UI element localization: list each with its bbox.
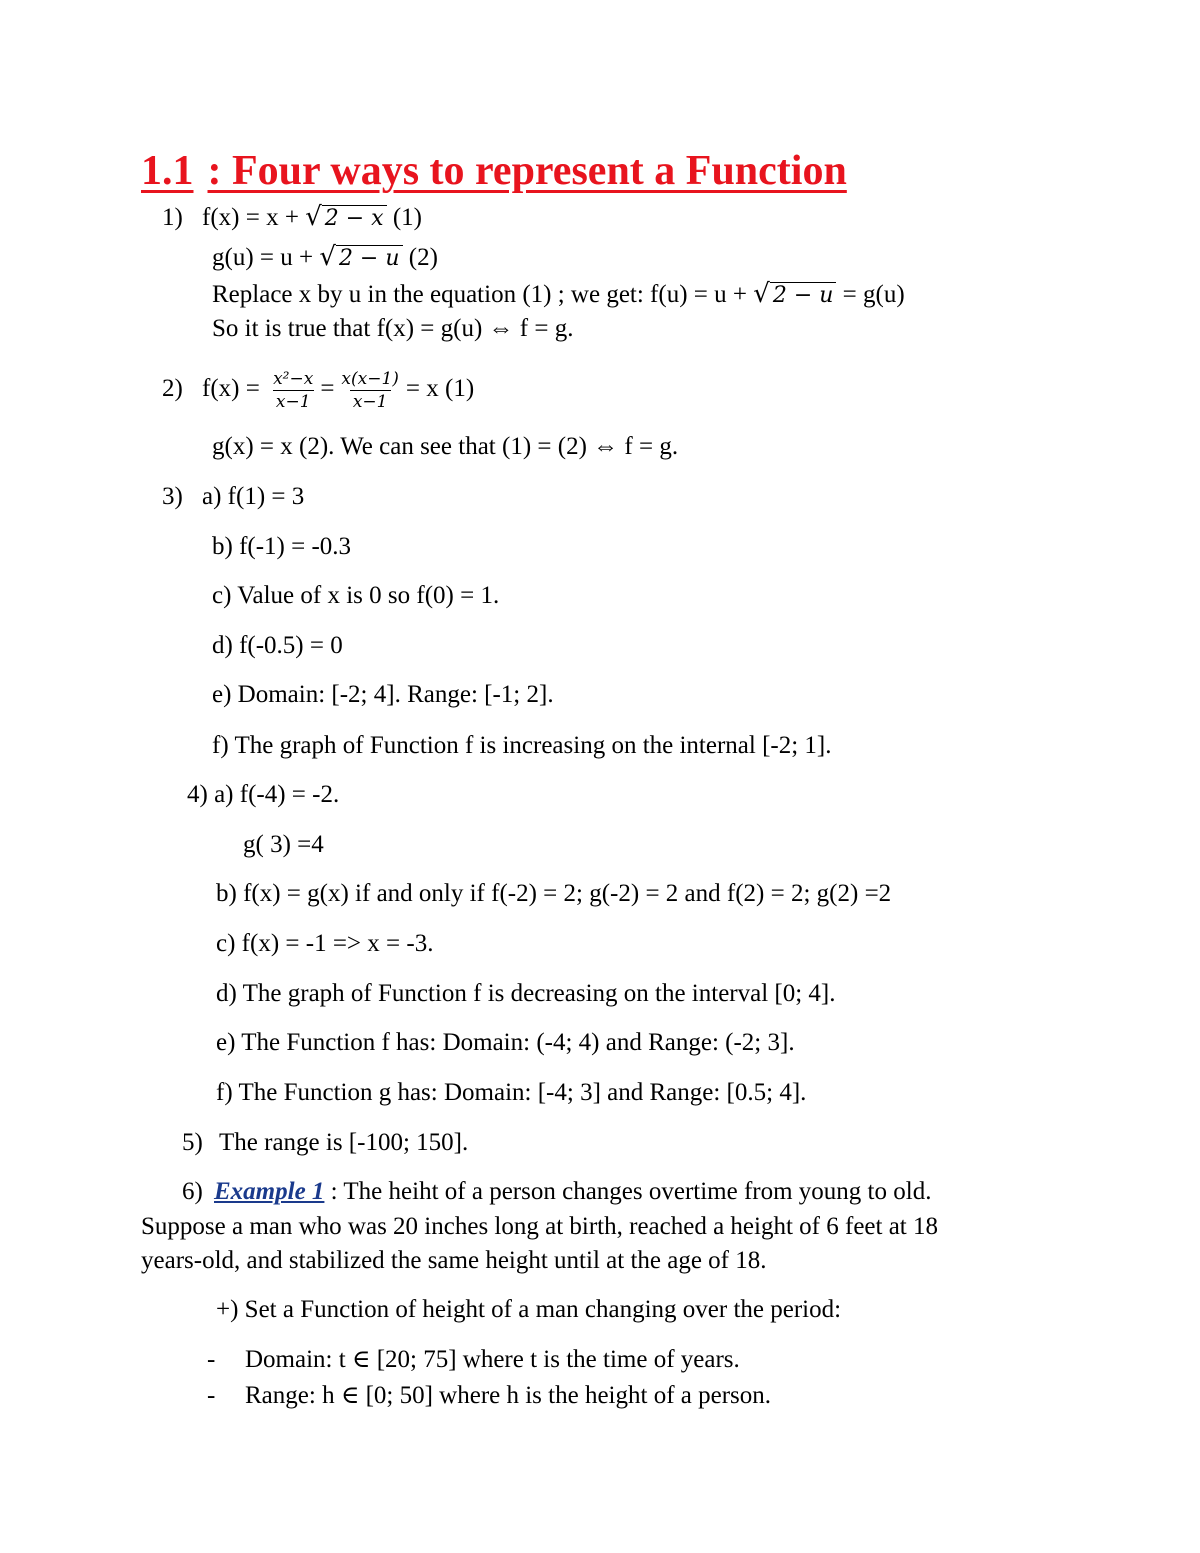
q4-a2: g( 3) =4 (243, 831, 324, 858)
bullet-dash: - (207, 1382, 216, 1409)
q6-line2: Suppose a man who was 20 inches long at birth, reached a height of 6 feet at 18 (141, 1213, 938, 1240)
bullet-range: - Range: h ∈ [0; 50] where h is the height of a person. (207, 1382, 772, 1409)
q3-e: e) Domain: [-2; 4]. Range: [-1; 2]. (212, 681, 554, 708)
q4-a1: 4) a) f(-4) = -2. (187, 781, 340, 808)
fraction: $\frac{x(x-1)}{x-1}$ (341, 368, 399, 412)
q6-line3: years-old, and stabilized the same height until at the age of 18. (141, 1247, 767, 1274)
q4-b: b) f(x) = g(x) if and only if f(-2) = 2; g(-2) = 2 and f(2) = 2; g(2) =2 (216, 880, 892, 907)
q4-e: e) The Function f has: Domain: (-4; 4) and Range: (-2; 3]. (216, 1029, 795, 1056)
q1-number: 1) (162, 204, 183, 231)
q2-line1: 2) f(x) = $\frac{\text{x²−x}}{x-1}$ = $\frac{x(x-1)}{x-1}$ = x (1) (162, 366, 474, 412)
q1-line4: So it is true that f(x) = g(u) ⇔ f = g. (212, 315, 574, 342)
q3-c: c) Value of x is 0 so f(0) = 1. (212, 582, 500, 609)
q2-line2: g(x) = x (2). We can see that (1) = (2) ⇔ f = g. (212, 433, 679, 460)
q5-number: 5) (182, 1129, 203, 1156)
example-label: Example 1 (214, 1178, 325, 1205)
q3-a: 3) a) f(1) = 3 (162, 483, 305, 510)
q4-c: c) f(x) = -1 => x = -3. (216, 930, 434, 957)
title-text: : Four ways to represent a Function (207, 148, 847, 194)
q3-d: d) f(-0.5) = 0 (212, 632, 343, 659)
q4-f: f) The Function g has: Domain: [-4; 3] and Range: [0.5; 4]. (216, 1079, 807, 1106)
q5-line: 5) The range is [-100; 150]. (182, 1129, 469, 1156)
title-number: 1.1 (141, 148, 194, 194)
q1-line3: Replace x by u in the equation (1) ; we get: f(u) = u + √ 2 − u = g(u) (212, 279, 905, 309)
page-title (141, 146, 847, 196)
q3-b: b) f(-1) = -0.3 (212, 533, 352, 560)
sqrt-expression: √ 2 − u (319, 242, 402, 272)
q1-line1: 1) f(x) = x + √ 2 − x (1) (162, 202, 422, 232)
q6-line1: 6) Example 1 : The heiht of a person changes overtime from young to old. (182, 1178, 932, 1205)
q6-number: 6) (182, 1178, 203, 1205)
bullet-dash: - (207, 1346, 216, 1373)
fraction: $\frac{\text{x²−x}}{x-1}$ (273, 368, 314, 412)
q3-number: 3) (162, 483, 183, 510)
q1-line2: g(u) = u + √ 2 − u (2) (212, 242, 438, 272)
q2-number: 2) (162, 375, 183, 402)
sqrt-expression: √ 2 − u (753, 279, 836, 309)
sqrt-expression: √ 2 − x (305, 202, 386, 232)
q3-f: f) The graph of Function f is increasing on the internal [-2; 1]. (212, 732, 832, 759)
bullet-domain: - Domain: t ∈ [20; 75] where t is the time of years. (207, 1346, 740, 1373)
q6-line4: +) Set a Function of height of a man changing over the period: (216, 1296, 842, 1323)
q4-d: d) The graph of Function f is decreasing on the interval [0; 4]. (216, 980, 836, 1007)
